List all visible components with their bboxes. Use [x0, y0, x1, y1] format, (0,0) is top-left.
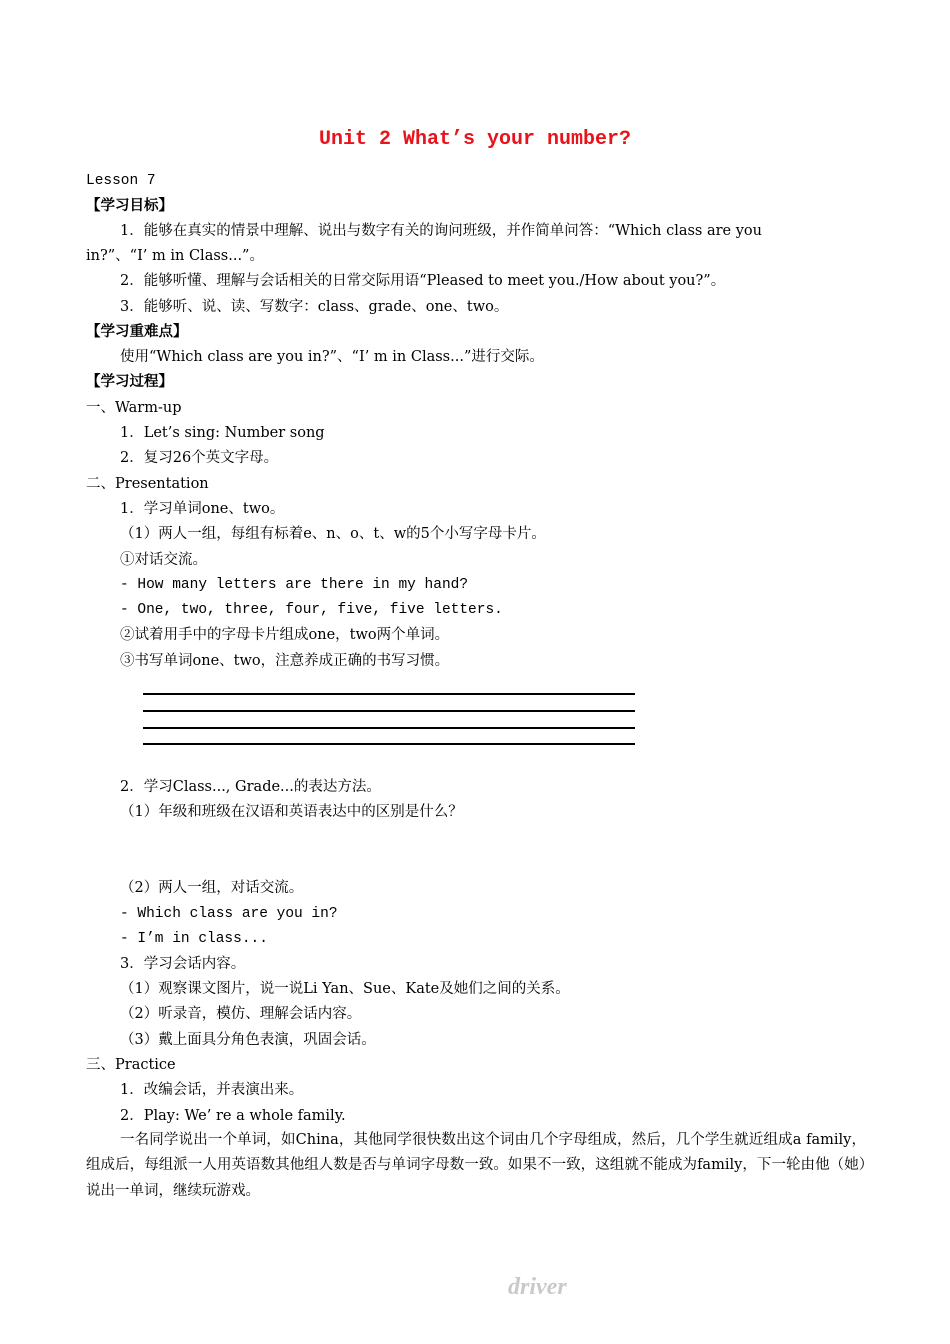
dialogue-question-1: - How many letters are there in my hand?: [120, 577, 469, 593]
objective-1-line-2: in?”、“I’ m in Class...”。: [86, 248, 264, 264]
practice-heading: 三、Practice: [86, 1057, 176, 1073]
writing-line-3: [143, 727, 635, 729]
writing-line-1: [143, 693, 635, 695]
practice-item-1: 1．改编会话，并表演出来。: [120, 1082, 304, 1098]
presentation-circle-2: ②试着用手中的字母卡片组成one，two两个单词。: [120, 627, 450, 643]
presentation-item-1: 1．学习单词one、two。: [120, 501, 285, 517]
focus-heading: 【学习重难点】: [86, 324, 188, 340]
footer-watermark: driver: [508, 1274, 567, 1300]
presentation-circle-1: ①对话交流。: [120, 552, 207, 568]
objectives-heading: 【学习目标】: [86, 198, 173, 214]
presentation-sub-2-1: （1）年级和班级在汉语和英语表达中的区别是什么？: [120, 804, 463, 820]
presentation-circle-3: ③书写单词one、two，注意养成正确的书写习惯。: [120, 653, 450, 669]
objective-1-line-1: 1．能够在真实的情景中理解、说出与数字有关的询问班级，并作简单问答：“Which class are you: [120, 223, 763, 239]
warmup-item-2: 2．复习26个英文字母。: [120, 450, 279, 466]
presentation-sub-3-2: （2）听录音，模仿、理解会话内容。: [120, 1006, 362, 1022]
dialogue-answer-2: - I’m in class...: [120, 931, 268, 947]
objective-2: 2．能够听懂、理解与会话相关的日常交际用语“Pleased to meet you./How about you?”。: [120, 273, 726, 289]
writing-line-2: [143, 710, 635, 712]
writing-line-4: [143, 743, 635, 745]
dialogue-question-2: - Which class are you in?: [120, 906, 338, 922]
process-heading: 【学习过程】: [86, 374, 173, 390]
presentation-item-3: 3．学习会话内容。: [120, 956, 246, 972]
presentation-sub-3-1: （1）观察课文图片，说一说Li Yan、Sue、Kate及她们之间的关系。: [120, 981, 570, 997]
presentation-sub-2-2: （2）两人一组，对话交流。: [120, 880, 304, 896]
focus-text: 使用“Which class are you in?”、“I’ m in Class...”进行交际。: [120, 349, 544, 365]
document-title: Unit 2 What’s your number?: [318, 128, 632, 151]
practice-paragraph: 一名同学说出一个单词，如China，其他同学很快数出这个词由几个字母组成，然后，几个学生就近组成a family，组成后，每组派一人用英语数其他组人数是否与单词字母数一致。如果不一致，这组就不能成为family，下一轮由他（她）说出一单词，继续玩游戏。: [86, 1132, 866, 1199]
presentation-sub-3-3: （3）戴上面具分角色表演，巩固会话。: [120, 1032, 376, 1048]
dialogue-answer-1: - One, two, three, four, five, five letters.: [120, 602, 503, 618]
presentation-item-2: 2．学习Class..., Grade...的表达方法。: [120, 779, 381, 795]
objective-3: 3．能够听、说、读、写数字：class、grade、one、two。: [120, 299, 509, 315]
presentation-heading: 二、Presentation: [86, 476, 209, 492]
practice-item-2: 2．Play: We’ re a whole family.: [120, 1108, 346, 1124]
presentation-sub-1: （1）两人一组，每组有标着e、n、o、t、w的5个小写字母卡片。: [120, 526, 546, 542]
warmup-item-1: 1．Let’s sing: Number song: [120, 425, 325, 441]
lesson-label: Lesson 7: [86, 173, 156, 189]
warmup-heading: 一、Warm-up: [86, 400, 182, 416]
